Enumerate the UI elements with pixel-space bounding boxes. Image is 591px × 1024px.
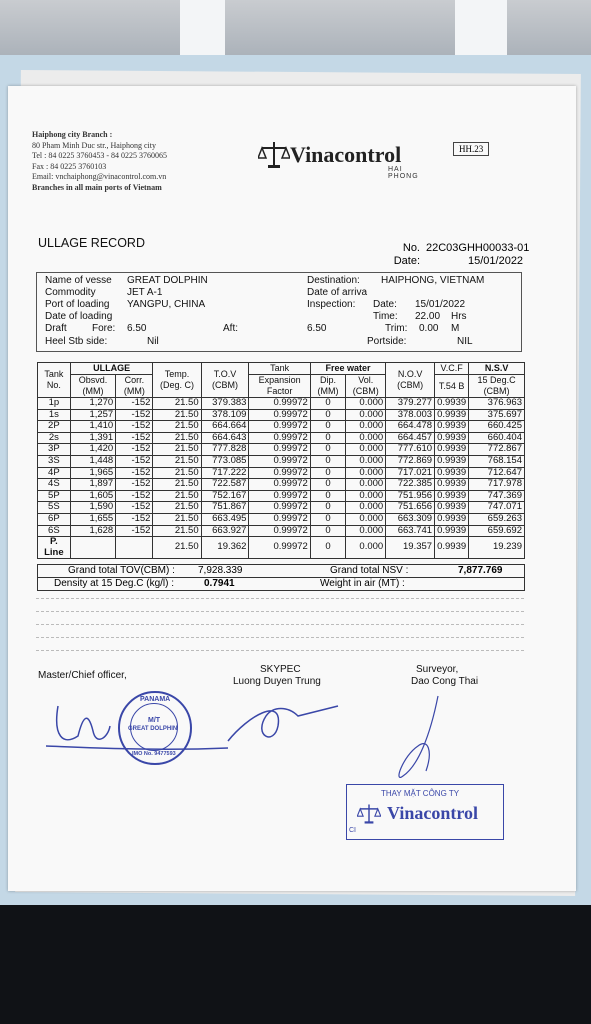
company-stamp-name: Vinacontrol [387, 803, 479, 823]
branch-email: Email: vnchaiphong@vinacontrol.com.vn [32, 172, 167, 181]
cell-corr [116, 537, 153, 559]
trim-unit: M [451, 323, 460, 334]
cell-obsvd: 1,391 [70, 432, 116, 444]
cell-obsvd: 1,605 [70, 490, 116, 502]
record-no: 22C03GHH00033-01 [426, 242, 530, 254]
handwritten-signatures [38, 676, 568, 796]
page-title: ULLAGE RECORD [38, 236, 145, 250]
cell-expansion: 0.99972 [249, 467, 310, 479]
cell-tov: 773.085 [201, 455, 249, 467]
heel-label: Heel Stb side: [45, 336, 108, 347]
table-row [38, 467, 525, 479]
time-label: Time: [373, 311, 398, 322]
cell-temp: 21.50 [153, 537, 201, 559]
vessel-info-box [36, 272, 522, 352]
branch-ports: Branches in all main ports of Vietnam [32, 182, 162, 192]
cell-tank: 2P [38, 421, 71, 433]
density-value: 0.7941 [204, 578, 235, 589]
cell-nsv: 768.154 [469, 455, 525, 467]
cell-tank: 5P [38, 490, 71, 502]
col-tank: Tank No. [38, 363, 71, 398]
cell-corr: -152 [116, 455, 153, 467]
cell-dip: 0 [310, 398, 345, 410]
cell-dip: 0 [310, 490, 345, 502]
cell-dip: 0 [310, 444, 345, 456]
cell-expansion: 0.99972 [249, 421, 310, 433]
cell-temp: 21.50 [153, 432, 201, 444]
group-tank: Tank [249, 363, 310, 375]
cell-expansion: 0.99972 [249, 455, 310, 467]
cell-nsv: 19.239 [469, 537, 525, 559]
cell-t54: 0.9939 [435, 455, 469, 467]
col-vol: Vol. (CBM) [346, 375, 386, 398]
portside-label: Portside: [367, 336, 407, 347]
cell-nov: 664.457 [386, 432, 435, 444]
col-obsvd: Obsvd. (MM) [70, 375, 116, 398]
branch-address: 80 Pham Minh Duc str., Haiphong city [32, 140, 156, 150]
skypec-name: Luong Duyen Trung [233, 676, 321, 687]
cell-vol: 0.000 [346, 525, 386, 537]
cell-temp: 21.50 [153, 421, 201, 433]
record-date-label: Date: [393, 255, 420, 267]
table-row [38, 444, 525, 456]
branch-info [32, 130, 167, 193]
background-window [455, 0, 507, 55]
cell-corr: -152 [116, 525, 153, 537]
cell-nsv: 659.263 [469, 513, 525, 525]
ullage-table [37, 362, 525, 559]
cell-nsv: 376.963 [469, 398, 525, 410]
cell-dip: 0 [310, 479, 345, 491]
cell-obsvd: 1,257 [70, 409, 116, 421]
heel-value: Nil [147, 336, 159, 347]
cell-expansion: 0.99972 [249, 432, 310, 444]
total-tov-label: Grand total TOV(CBM) : [68, 565, 175, 576]
cell-t54: 0.9939 [435, 432, 469, 444]
table-row [38, 432, 525, 444]
cell-vol: 0.000 [346, 513, 386, 525]
vinacontrol-logo [258, 140, 419, 180]
aft-value: 6.50 [307, 323, 327, 334]
cell-vol: 0.000 [346, 537, 386, 559]
group-ullage: ULLAGE [70, 363, 153, 375]
col-temp: Temp. (Deg. C) [153, 363, 201, 398]
cell-vol: 0.000 [346, 421, 386, 433]
time-value: 22.00 [415, 311, 441, 322]
cell-expansion: 0.99972 [249, 490, 310, 502]
fore-value: 6.50 [127, 323, 147, 334]
cell-dip: 0 [310, 432, 345, 444]
cell-t54: 0.9939 [435, 398, 469, 410]
col-nov: N.O.V (CBM) [386, 363, 435, 398]
cell-t54: 0.9939 [435, 444, 469, 456]
company-stamp-ci: CI [349, 827, 356, 834]
stamp-top: PANAMA [140, 696, 171, 703]
cell-dip: 0 [310, 502, 345, 514]
cell-nsv: 747.369 [469, 490, 525, 502]
destination-label: Destination: [307, 275, 360, 286]
cell-nsv: 747.071 [469, 502, 525, 514]
cell-tank: 6S [38, 525, 71, 537]
cell-nsv: 375.697 [469, 409, 525, 421]
col-corr: Corr. (MM) [116, 375, 153, 398]
cell-vol: 0.000 [346, 479, 386, 491]
cell-dip: 0 [310, 455, 345, 467]
cell-tank: 2s [38, 432, 71, 444]
cell-obsvd: 1,590 [70, 502, 116, 514]
cell-tank: 3S [38, 455, 71, 467]
cell-temp: 21.50 [153, 525, 201, 537]
cell-vol: 0.000 [346, 444, 386, 456]
background-window [180, 0, 225, 55]
cell-temp: 21.50 [153, 409, 201, 421]
cell-tov: 663.927 [201, 525, 249, 537]
commodity-value: JET A-1 [127, 287, 163, 298]
draft-label: Draft [45, 323, 67, 334]
cell-tov: 751.867 [201, 502, 249, 514]
cell-t54: 0.9939 [435, 467, 469, 479]
table-row [38, 479, 525, 491]
cell-dip: 0 [310, 525, 345, 537]
cell-tov: 722.587 [201, 479, 249, 491]
cell-nsv: 717.978 [469, 479, 525, 491]
cell-nov: 663.741 [386, 525, 435, 537]
cell-tank: 4P [38, 467, 71, 479]
col-expansion: Expansion Factor [249, 375, 310, 398]
cell-nsv: 772.867 [469, 444, 525, 456]
cell-vol: 0.000 [346, 432, 386, 444]
cell-corr: -152 [116, 398, 153, 410]
port-label: Port of loading [45, 299, 110, 310]
cell-t54: 0.9939 [435, 502, 469, 514]
table-row [38, 409, 525, 421]
cell-temp: 21.50 [153, 467, 201, 479]
weight-label: Weight in air (MT) : [320, 578, 405, 589]
cell-t54: 0.9939 [435, 409, 469, 421]
blank-line [36, 637, 524, 638]
cell-tov: 777.828 [201, 444, 249, 456]
cell-nsv: 660.425 [469, 421, 525, 433]
cell-nov: 777.610 [386, 444, 435, 456]
cell-temp: 21.50 [153, 455, 201, 467]
record-no-label: No. [402, 242, 420, 254]
logo-city: HAI PHONG [388, 166, 419, 180]
cell-expansion: 0.99972 [249, 525, 310, 537]
cell-tank: 1p [38, 398, 71, 410]
cell-temp: 21.50 [153, 490, 201, 502]
cell-tank: P. Line [38, 537, 71, 559]
cell-dip: 0 [310, 409, 345, 421]
cell-obsvd: 1,897 [70, 479, 116, 491]
cell-obsvd: 1,410 [70, 421, 116, 433]
total-nsv-label: Grand total NSV : [330, 565, 409, 576]
master-label: Master/Chief officer, [38, 670, 127, 681]
cell-tov: 664.643 [201, 432, 249, 444]
cell-temp: 21.50 [153, 502, 201, 514]
group-vcf: V.C.F [435, 363, 469, 375]
stamp-vessel: GREAT DOLPHIN [128, 726, 178, 732]
cell-expansion: 0.99972 [249, 537, 310, 559]
loading-date-label: Date of loading [45, 311, 113, 322]
cell-nsv: 712.647 [469, 467, 525, 479]
table-row [38, 525, 525, 537]
blank-line [36, 611, 524, 612]
table-row [38, 421, 525, 433]
cell-obsvd: 1,965 [70, 467, 116, 479]
cell-corr: -152 [116, 479, 153, 491]
cell-corr: -152 [116, 513, 153, 525]
time-unit: Hrs [451, 311, 467, 322]
commodity-label: Commodity [45, 287, 96, 298]
cell-t54: 0.9939 [435, 537, 469, 559]
col-dip: Dip. (MM) [310, 375, 345, 398]
background-desk [0, 905, 591, 1024]
cell-temp: 21.50 [153, 444, 201, 456]
stamp-imo: IMO No. 9477593 [132, 751, 176, 757]
logo-name: Vinacontrol [290, 142, 402, 167]
col-tov: T.O.V (CBM) [201, 363, 249, 398]
vessel-label: Name of vesse [45, 275, 112, 286]
cell-temp: 21.50 [153, 398, 201, 410]
cell-vol: 0.000 [346, 398, 386, 410]
cell-expansion: 0.99972 [249, 502, 310, 514]
density-label: Density at 15 Deg.C (kg/l) : [54, 578, 175, 589]
port-value: YANGPU, CHINA [127, 299, 206, 310]
inspection-label: Inspection: [307, 299, 356, 310]
cell-tov: 379.383 [201, 398, 249, 410]
cell-vol: 0.000 [346, 409, 386, 421]
cell-corr: -152 [116, 467, 153, 479]
inspection-date: 15/01/2022 [415, 299, 466, 310]
total-tov-value: 7,928.339 [198, 565, 243, 576]
cell-vol: 0.000 [346, 502, 386, 514]
cell-nov: 664.478 [386, 421, 435, 433]
cell-tank: 6P [38, 513, 71, 525]
company-stamp-line1: THAY MẶT CÔNG TY [381, 789, 460, 798]
cell-tank: 5S [38, 502, 71, 514]
branch-fax: Fax : 84 0225 3760103 [32, 161, 107, 171]
fore-label: Fore: [92, 323, 116, 334]
cell-obsvd: 1,628 [70, 525, 116, 537]
table-row [38, 537, 525, 559]
cell-t54: 0.9939 [435, 479, 469, 491]
company-stamp [346, 784, 504, 840]
cell-obsvd: 1,420 [70, 444, 116, 456]
cell-nov: 722.385 [386, 479, 435, 491]
table-row [38, 490, 525, 502]
blank-line [36, 598, 524, 599]
cell-corr: -152 [116, 421, 153, 433]
inspection-date-label: Date: [373, 299, 397, 310]
cell-corr: -152 [116, 409, 153, 421]
cell-t54: 0.9939 [435, 513, 469, 525]
cell-tov: 19.362 [201, 537, 249, 559]
cell-tank: 4S [38, 479, 71, 491]
cell-dip: 0 [310, 513, 345, 525]
cell-expansion: 0.99972 [249, 409, 310, 421]
cell-corr: -152 [116, 490, 153, 502]
cell-tank: 3P [38, 444, 71, 456]
cell-vol: 0.000 [346, 455, 386, 467]
portside-value: NIL [457, 336, 473, 347]
branch-tel: Tel : 84 0225 3760453 - 84 0225 3760065 [32, 151, 167, 160]
cell-dip: 0 [310, 467, 345, 479]
table-row [38, 455, 525, 467]
destination-value: HAIPHONG, VIETNAM [381, 275, 485, 286]
blank-line [36, 650, 524, 651]
cell-tov: 663.495 [201, 513, 249, 525]
table-row [38, 502, 525, 514]
totals-box [37, 564, 525, 591]
group-nsv: N.S.V [469, 363, 525, 375]
cell-t54: 0.9939 [435, 525, 469, 537]
cell-t54: 0.9939 [435, 490, 469, 502]
cell-nov: 378.003 [386, 409, 435, 421]
col-t54: T.54 B [435, 375, 469, 398]
trim-label: Trim: [385, 323, 408, 334]
cell-temp: 21.50 [153, 479, 201, 491]
cell-expansion: 0.99972 [249, 444, 310, 456]
surveyor-name: Dao Cong Thai [411, 676, 479, 687]
group-free-water: Free water [310, 363, 385, 375]
col-nsv: 15 Deg.C (CBM) [469, 375, 525, 398]
vessel-round-stamp [118, 691, 192, 765]
cell-vol: 0.000 [346, 490, 386, 502]
cell-dip: 0 [310, 421, 345, 433]
form-code: HH.23 [453, 142, 489, 156]
cell-corr: -152 [116, 502, 153, 514]
tank-rows [38, 398, 525, 559]
branch-name: Haiphong city Branch : [32, 130, 113, 139]
cell-nov: 663.309 [386, 513, 435, 525]
table-row [38, 513, 525, 525]
vessel-value: GREAT DOLPHIN [127, 275, 208, 286]
cell-nov: 19.357 [386, 537, 435, 559]
cell-nsv: 660.404 [469, 432, 525, 444]
cell-expansion: 0.99972 [249, 398, 310, 410]
cell-obsvd [70, 537, 116, 559]
table-row [38, 398, 525, 410]
cell-tov: 378.109 [201, 409, 249, 421]
cell-nov: 379.277 [386, 398, 435, 410]
cell-nov: 751.656 [386, 502, 435, 514]
cell-tov: 717.222 [201, 467, 249, 479]
scales-icon [258, 140, 290, 170]
total-nsv-value: 7,877.769 [458, 565, 503, 576]
ullage-record-document [8, 86, 576, 891]
cell-corr: -152 [116, 432, 153, 444]
cell-nsv: 659.692 [469, 525, 525, 537]
cell-dip: 0 [310, 537, 345, 559]
record-date: 15/01/2022 [468, 255, 524, 267]
cell-obsvd: 1,270 [70, 398, 116, 410]
cell-tank: 1s [38, 409, 71, 421]
cell-tov: 752.167 [201, 490, 249, 502]
aft-label: Aft: [223, 323, 239, 334]
cell-obsvd: 1,448 [70, 455, 116, 467]
cell-nov: 751.956 [386, 490, 435, 502]
cell-temp: 21.50 [153, 513, 201, 525]
cell-nov: 772.869 [386, 455, 435, 467]
skypec-label: SKYPEC [260, 664, 301, 675]
scales-icon [357, 803, 381, 825]
surveyor-label: Surveyor, [416, 664, 459, 675]
cell-expansion: 0.99972 [249, 479, 310, 491]
blank-line [36, 624, 524, 625]
cell-tov: 664.664 [201, 421, 249, 433]
cell-t54: 0.9939 [435, 421, 469, 433]
cell-vol: 0.000 [346, 467, 386, 479]
trim-value: 0.00 [419, 323, 439, 334]
record-number-block [390, 242, 529, 268]
cell-obsvd: 1,655 [70, 513, 116, 525]
cell-nov: 717.021 [386, 467, 435, 479]
cell-expansion: 0.99972 [249, 513, 310, 525]
cell-corr: -152 [116, 444, 153, 456]
stamp-mt: M/T [148, 717, 161, 724]
arrival-label: Date of arriva [307, 287, 368, 298]
